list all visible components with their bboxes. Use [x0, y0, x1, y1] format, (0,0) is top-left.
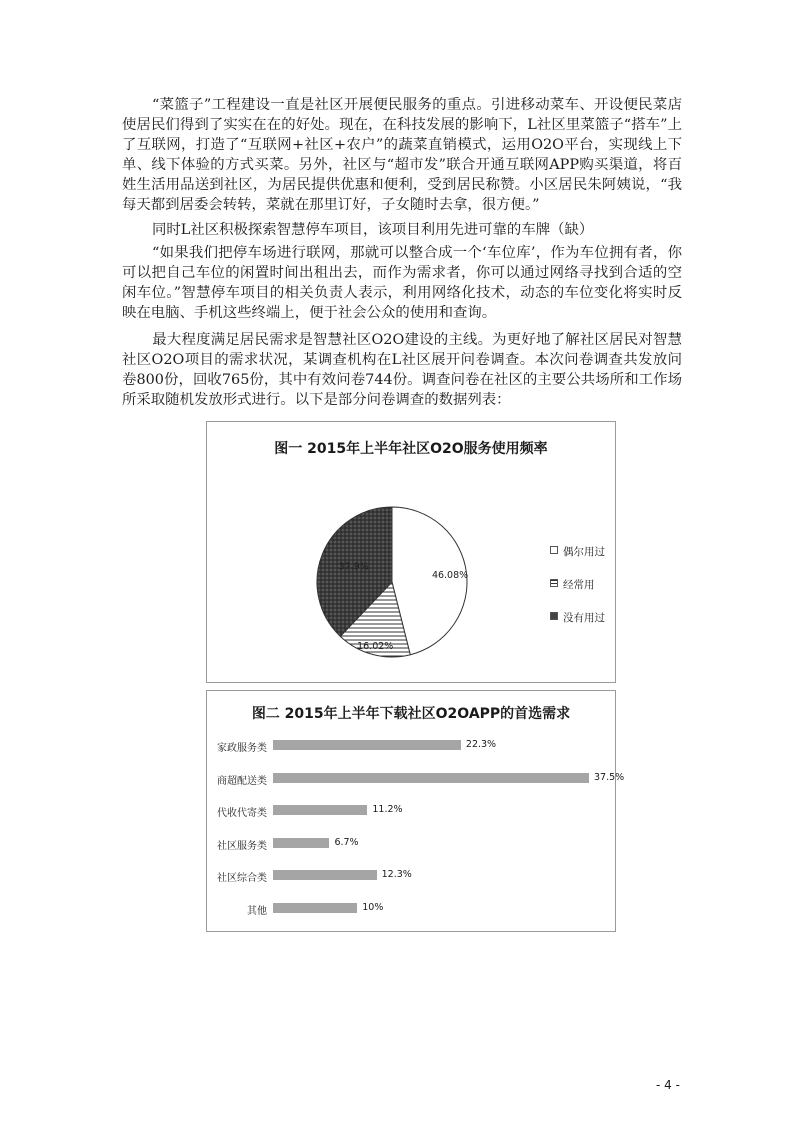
- pie-value-label: 16.02%: [357, 640, 394, 652]
- pie-chart-frame: [206, 421, 616, 683]
- paragraph-parking-quote: “如果我们把停车场进行联网，那就可以整合成一个‘车位库’，作为车位拥有者，你可以把自己车位的闲置时间出租出去，而作为需求者，你可以通过网络寻找到合适的空闲车位。”智慧停车项目的相关负责人表示，利用网络化技术，动态的车位变化将实时反映在电脑、手机这些终端上，便于社会公众的使用和查询。: [122, 245, 682, 321]
- legend-swatch-never: [550, 612, 558, 620]
- pie-chart-title: 图一 2015年上半年社区O2O服务使用频率: [274, 441, 548, 457]
- bar-value-label: 10%: [362, 902, 384, 913]
- legend-label-frequent: 经常用: [563, 579, 595, 591]
- bar-category-label: 其他: [247, 906, 267, 917]
- bar-category-label: 商超配送类: [217, 775, 267, 787]
- bar-value-label: 12.3%: [381, 869, 412, 881]
- bar-mark: [273, 773, 589, 783]
- bar-category-label: 家政服务类: [217, 743, 267, 754]
- bar-value-label: 22.3%: [465, 739, 497, 750]
- paragraph-smart-parking-intro: 同时L社区积极探索智慧停车项目，该项目利用先进可靠的车牌（缺）: [152, 222, 594, 238]
- bar-value-label: 11.2%: [372, 804, 403, 816]
- pie-value-label: 46.08%: [431, 569, 469, 581]
- legend-label-never: 没有用过: [563, 612, 605, 624]
- bar-category-label: 代收代寄类: [217, 808, 267, 820]
- bar-mark: [273, 805, 367, 815]
- bar-value-label: 37.5%: [594, 771, 625, 783]
- paragraph-survey-intro: 最大程度满足居民需求是智慧社区O2O建设的主线。为更好地了解社区居民对智慧社区O2O项目的需求状况，某调查机构在L社区展开问卷调查。本次问卷调查共发放问卷800份，回收765份，其中有效问卷744份。调查问卷在社区的主要公共场所和工作场所采取随机发放形式进行。以下是部分问卷调查的数据列表：: [122, 332, 682, 408]
- bar-chart-title: 图二 2015年上半年下载社区O2OAPP的首选需求: [251, 706, 571, 722]
- paragraph-vegetable-basket: “菜篮子”工程建设一直是社区开展便民服务的重点。引进移动菜车、开设便民菜店使居民们得到了实实在在的好处。现在，在科技发展的影响下，L社区里菜篮子“搭车”上了互联网，打造了“互联网+社区+农户”的蔬菜直销模式，运用O2O平台，实现线上下单、线下体验的方式买菜。另外，社区与“超市发”联合开通互联网APP购买渠道，将百姓生活用品送到社区，为居民提供优惠和便利，受到居民称赞。小区居民朱阿姨说，“我每天都到居委会转转，菜就在那里订好，子女随时去拿，很方便。”: [122, 97, 682, 213]
- pie-value-label: 37.9%: [338, 561, 369, 573]
- bar-category-label: 社区服务类: [217, 840, 267, 852]
- bar-mark: [273, 903, 357, 913]
- legend-swatch-frequent: [550, 579, 558, 587]
- bar-mark: [273, 838, 329, 848]
- bar-value-label: 6.7%: [334, 836, 359, 848]
- bar-chart-frame: [206, 690, 625, 932]
- bar-category-label: 社区综合类: [217, 873, 267, 885]
- legend-swatch-occasional: [550, 546, 558, 554]
- bar-mark: [273, 870, 377, 880]
- bar-mark: [273, 740, 461, 750]
- bar-chart-area: [207, 691, 625, 931]
- legend-label-occasional: 偶尔用过: [563, 546, 605, 558]
- pie-legend: [550, 537, 620, 637]
- page-number: - 4 -: [656, 1078, 680, 1092]
